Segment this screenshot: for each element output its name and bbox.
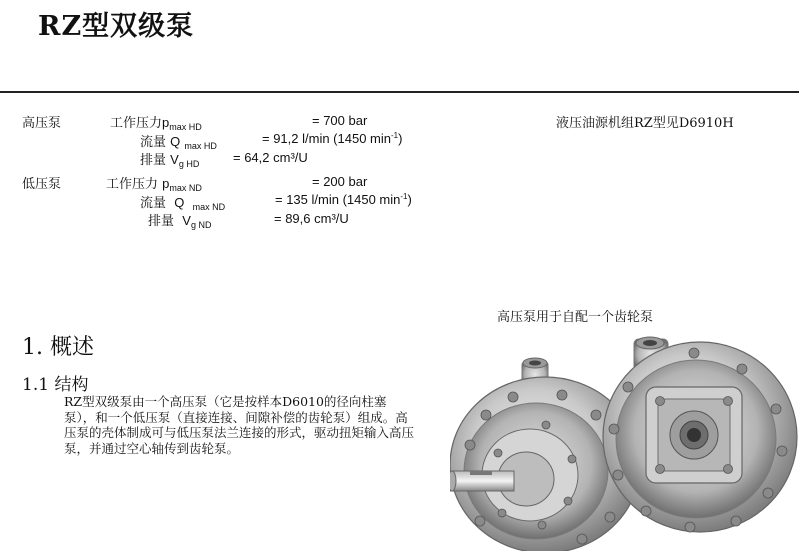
title-divider	[0, 91, 799, 93]
pump-photo	[450, 325, 799, 551]
section-heading-structure: 1.1 结构	[22, 375, 89, 395]
high-disp-row	[140, 149, 199, 169]
low-disp-label: 排量	[148, 214, 175, 229]
low-pressure-subscript: max ND	[169, 183, 202, 193]
low-flow-row	[140, 192, 225, 212]
low-pressure-symbol: p	[162, 176, 170, 191]
high-flow-label: 流量	[140, 135, 167, 150]
high-pressure-subscript: max HD	[169, 122, 202, 132]
figure-caption: 高压泵用于自配一个齿轮泵	[497, 310, 654, 325]
high-pressure-value: = 700 bar	[312, 113, 368, 128]
unit-reference-note: 液压油源机组RZ型见D6910H	[556, 116, 734, 131]
low-disp-symbol: V	[182, 213, 191, 228]
high-flow-subscript: max HD	[184, 141, 217, 151]
high-pressure-label: 工作压力	[110, 116, 163, 131]
high-pressure-row	[110, 112, 202, 132]
low-pressure-value: = 200 bar	[312, 174, 368, 189]
high-flow-value: = 91,2 l/min (1450 $\min^{-1}$)	[262, 131, 403, 146]
high-pump-label: 高压泵	[22, 116, 62, 131]
high-flow-symbol: Q	[170, 134, 181, 149]
low-pump-label: 低压泵	[22, 177, 62, 192]
low-flow-subscript: max ND	[192, 202, 226, 212]
high-flow-row	[140, 131, 217, 151]
right-pump-body	[603, 337, 797, 532]
high-pressure-symbol: p	[162, 115, 170, 130]
low-disp-row	[148, 210, 211, 230]
low-flow-exponent: -1	[400, 192, 408, 201]
low-pressure-row	[106, 173, 202, 193]
high-disp-subscript: g HD	[178, 159, 200, 169]
low-flow-label: 流量	[140, 196, 167, 211]
high-disp-value: = 64,2 cm³/U	[233, 150, 308, 165]
low-flow-value: = 135 l/min (1450 $\min^{-1}$)	[275, 192, 412, 207]
section-heading-overview: 1. 概述	[22, 335, 94, 360]
high-disp-symbol: V	[170, 152, 179, 167]
low-pressure-label: 工作压力	[106, 177, 159, 192]
high-flow-exponent: -1	[390, 131, 399, 140]
high-disp-label: 排量	[140, 153, 167, 168]
structure-paragraph: RZ型双级泵由一个高压泵（它是按样本D6010的径向柱塞泵），和一个低压泵（直接连接、间隙补偿的齿轮泵）组成。高压泵的壳体制成可与低压泵法兰连接的形式，驱动扭矩输入高压泵，并通过空心轴传到齿轮泵。	[64, 394, 415, 456]
document-title: RZ型双级泵	[38, 11, 195, 42]
low-flow-symbol: Q	[174, 195, 185, 210]
low-disp-subscript: g ND	[190, 220, 212, 230]
low-disp-value: = 89,6 cm³/U	[274, 211, 349, 226]
